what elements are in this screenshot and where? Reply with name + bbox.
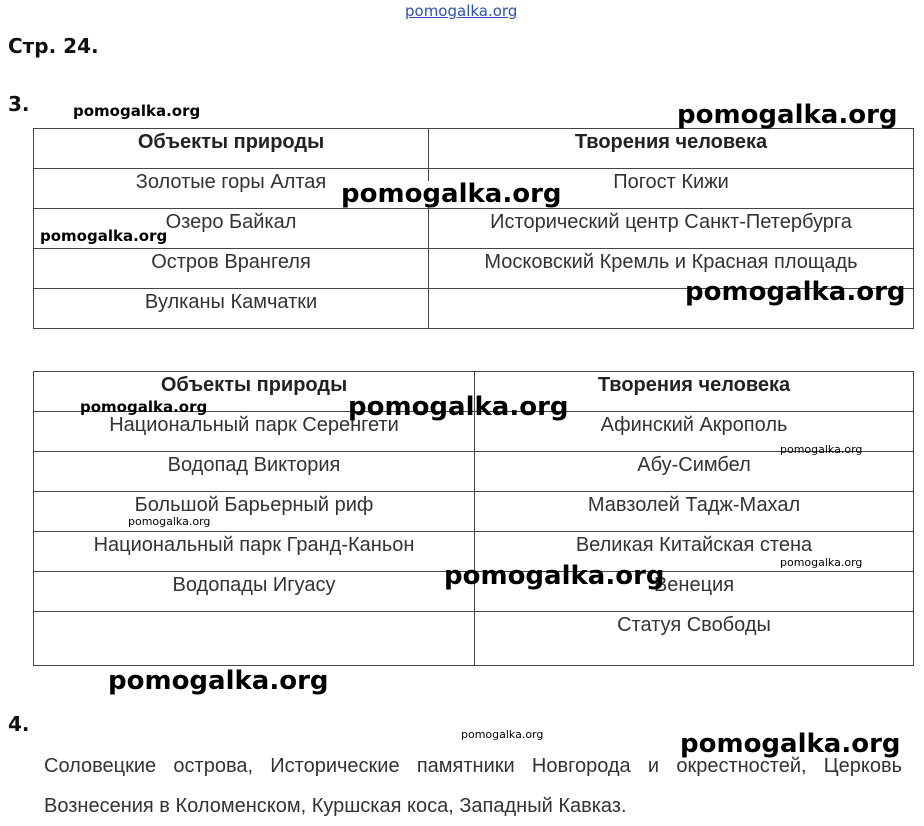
cell-nature: Вулканы Камчатки [34,289,429,329]
table-row [34,612,914,666]
task-3-number: 3. [8,92,30,116]
page-label: Стр. 24. [8,34,99,58]
watermark: pomogalka.org [780,556,863,569]
watermark: pomogalka.org [677,100,898,130]
table-row [34,452,914,492]
cell-nature: Водопады Игуасу [34,572,475,612]
cell-human: Великая Китайская стена [475,532,914,572]
watermark: pomogalka.org [80,398,208,416]
cell-human: Статуя Свободы [475,612,914,666]
watermark: pomogalka.org [348,392,569,422]
watermark: pomogalka.org [680,729,901,759]
cell-human: Афинский Акрополь [475,412,914,452]
cell-human: Исторический центр Санкт-Петербурга [429,209,914,249]
cell-human: Абу-Симбел [475,452,914,492]
task-4-answer: Соловецкие острова, Исторические памятники Новгорода и окрестностей, Церковь Вознесения в Коломенском, Куршская коса, Западный Кавказ. [44,755,902,817]
task-4-number: 4. [8,712,30,736]
watermark: pomogalka.org [73,102,201,120]
cell-nature: Большой Барьерный риф [34,492,475,532]
cell-nature: Национальный парк Гранд-Каньон [34,532,475,572]
table-header-row [34,129,914,169]
header-nature: Объекты природы [34,372,475,412]
cell-nature: Золотые горы Алтая [34,169,429,209]
watermark: pomogalka.org [337,181,566,207]
header-nature: Объекты природы [34,129,429,169]
cell-nature [34,612,475,666]
cell-human: Мавзолей Тадж-Махал [475,492,914,532]
watermark: pomogalka.org [685,277,906,307]
header-human: Творения человека [429,129,914,169]
cell-nature: Озеро Байкал [34,209,429,249]
watermark: pomogalka.org [128,515,211,528]
header-human: Творения человека [475,372,914,412]
cell-nature: Водопад Виктория [34,452,475,492]
cell-nature: Остров Врангеля [34,249,429,289]
cell-nature: Национальный парк Серенгети [34,412,475,452]
watermark: pomogalka.org [104,668,333,694]
cell-human: Венеция [475,572,914,612]
watermark: pomogalka.org [780,443,863,456]
cell-human: Погост Кижи [429,169,914,209]
cell-human: Московский Кремль и Красная площадь [429,249,914,289]
watermark: pomogalka.org [40,227,168,245]
watermark: pomogalka.org [444,561,665,591]
site-link[interactable]: pomogalka.org [405,2,518,20]
watermark: pomogalka.org [461,728,544,741]
